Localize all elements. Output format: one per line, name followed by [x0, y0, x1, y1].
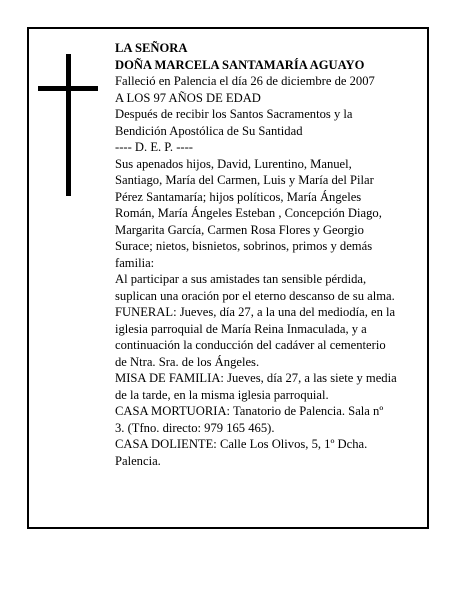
funeral-home-line: 3. (Tfno. directo: 979 165 465). [115, 420, 275, 435]
sacraments-line: Después de recibir los Santos Sacramentos y la [115, 107, 353, 121]
mourning-house-line: CASA DOLIENTE: Calle Los Olivos, 5, 1º Dcha. [115, 437, 368, 451]
family-line: Román, María Ángeles Esteban , Concepción Diago, [115, 206, 382, 220]
death-line: Falleció en Palencia el día 26 de diciembre de 2007 [115, 74, 375, 88]
title-line: LA SEÑORA [115, 41, 188, 55]
rip-line: ---- D. E. P. ---- [115, 140, 193, 154]
family-line: Sus apenados hijos, David, Lurentino, Manuel, [115, 156, 352, 171]
sacraments-line: Bendición Apostólica de Su Santidad [115, 123, 303, 138]
mourning-house-line: Palencia. [115, 453, 161, 468]
family-line: familia: [115, 255, 155, 270]
funeral-line: FUNERAL: Jueves, día 27, a la una del mediodía, en la [115, 305, 396, 319]
funeral-line: de Ntra. Sra. de los Ángeles. [115, 354, 260, 369]
funeral-line: continuación la conducción del cadáver al cementerio [115, 338, 386, 352]
family-mass-line: de la tarde, en la misma iglesia parroquial. [115, 387, 329, 402]
cross-horizontal-bar [38, 86, 98, 91]
family-line: Surace; nietos, bisnietos, sobrinos, primos y demás [115, 239, 373, 253]
cross-vertical-bar [66, 54, 71, 196]
request-line: Al participar a sus amistades tan sensible pérdida, [115, 272, 367, 286]
family-line: Santiago, María del Carmen, Luis y María del Pilar [115, 173, 374, 187]
family-line: Pérez Santamaría; hijos políticos, María Ángeles [115, 189, 362, 204]
funeral-line: iglesia parroquial de María Reina Inmaculada, y a [115, 321, 367, 336]
funeral-home-line: CASA MORTUORIA: Tanatorio de Palencia. Sala nº [115, 404, 384, 418]
family-mass-line: MISA DE FAMILIA: Jueves, día 27, a las siete y media [115, 371, 397, 385]
age-line: A LOS 97 AÑOS DE EDAD [115, 90, 261, 105]
obituary-text [115, 40, 423, 469]
request-line: suplican una oración por el eterno descanso de su alma. [115, 288, 395, 303]
family-line: Margarita García, Carmen Rosa Flores y Georgio [115, 222, 364, 237]
deceased-name: DOÑA MARCELA SANTAMARÍA AGUAYO [115, 57, 365, 72]
